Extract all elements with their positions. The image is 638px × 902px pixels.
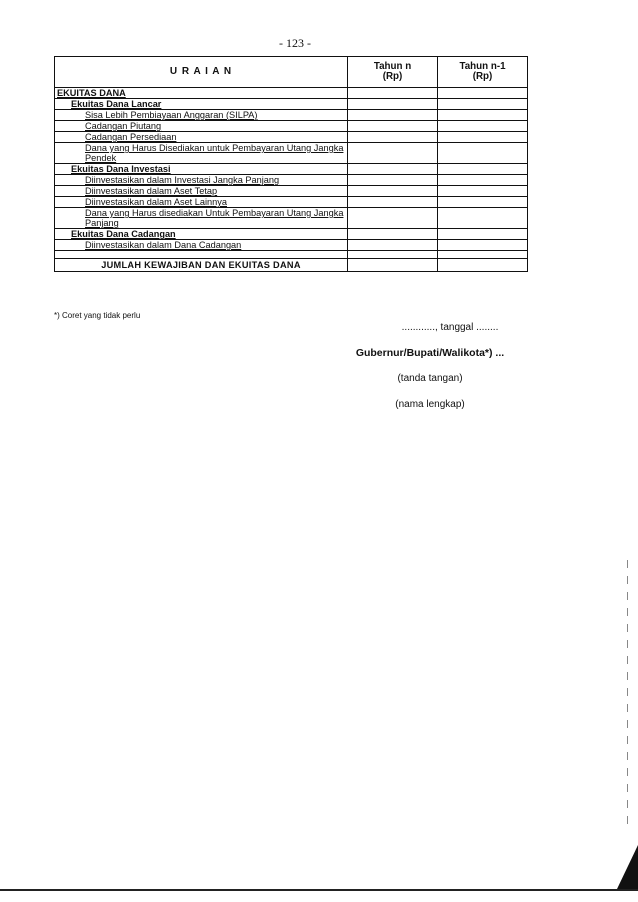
bottom-rule	[0, 889, 638, 891]
table-row	[55, 186, 528, 197]
table-row	[55, 143, 528, 164]
value-year-n	[348, 197, 438, 208]
spacer-cell	[55, 251, 348, 259]
value-year-n	[348, 121, 438, 132]
table-row	[55, 132, 528, 143]
row-label: Diinvestasikan dalam Aset Lainnya	[55, 197, 348, 208]
value-year-n	[348, 99, 438, 110]
total-year-n1	[438, 259, 528, 272]
value-year-n1	[438, 164, 528, 175]
table-body	[55, 88, 528, 272]
spacer-row	[55, 251, 528, 259]
value-year-n	[348, 164, 438, 175]
table-row	[55, 88, 528, 99]
value-year-n1	[438, 240, 528, 251]
row-label: Ekuitas Dana Cadangan	[55, 229, 348, 240]
header-uraian: U R A I A N	[55, 57, 348, 88]
table-row	[55, 240, 528, 251]
table-row	[55, 164, 528, 175]
total-label: JUMLAH KEWAJIBAN DAN EKUITAS DANA	[55, 259, 348, 272]
scan-corner-mark	[617, 845, 638, 889]
equity-report-table	[54, 56, 528, 272]
value-year-n1	[438, 143, 528, 164]
value-year-n	[348, 88, 438, 99]
table-row	[55, 99, 528, 110]
full-name-placeholder: (nama lengkap)	[395, 399, 465, 410]
header-year-n1-text: Tahun n-1 (Rp)	[459, 61, 506, 82]
row-label: Ekuitas Dana Investasi	[55, 164, 348, 175]
table-row	[55, 110, 528, 121]
table-row	[55, 229, 528, 240]
value-year-n1	[438, 186, 528, 197]
row-label: Dana yang Harus disediakan Untuk Pembayaran Utang Jangka Panjang	[55, 208, 348, 229]
header-year-n	[348, 57, 438, 88]
row-label: Sisa Lebih Pembiayaan Anggaran (SILPA)	[55, 110, 348, 121]
table-row	[55, 121, 528, 132]
row-label: Ekuitas Dana Lancar	[55, 99, 348, 110]
official-title: Gubernur/Bupati/Walikota*) ...	[355, 347, 505, 359]
signature-block	[320, 322, 540, 410]
value-year-n	[348, 175, 438, 186]
value-year-n	[348, 229, 438, 240]
row-label: Diinvestasikan dalam Aset Tetap	[55, 186, 348, 197]
value-year-n1	[438, 110, 528, 121]
value-year-n	[348, 132, 438, 143]
row-label: Dana yang Harus Disediakan untuk Pembayaran Utang Jangka Pendek	[55, 143, 348, 164]
table-row	[55, 208, 528, 229]
table-row	[55, 197, 528, 208]
value-year-n1	[438, 132, 528, 143]
value-year-n	[348, 110, 438, 121]
value-year-n1	[438, 175, 528, 186]
row-label: Cadangan Persediaan	[55, 132, 348, 143]
value-year-n1	[438, 88, 528, 99]
value-year-n	[348, 143, 438, 164]
value-year-n1	[438, 197, 528, 208]
row-label: Diinvestasikan dalam Dana Cadangan	[55, 240, 348, 251]
table-header-row	[55, 57, 528, 88]
value-year-n	[348, 186, 438, 197]
value-year-n1	[438, 208, 528, 229]
row-label: Cadangan Piutang	[55, 121, 348, 132]
value-year-n1	[438, 99, 528, 110]
value-year-n1	[438, 121, 528, 132]
spacer-cell	[438, 251, 528, 259]
value-year-n	[348, 208, 438, 229]
header-year-n1	[438, 57, 528, 88]
value-year-n1	[438, 229, 528, 240]
scan-edge-mark	[627, 560, 628, 830]
row-label: EKUITAS DANA	[55, 88, 348, 99]
total-year-n	[348, 259, 438, 272]
signature-placeholder: (tanda tangan)	[397, 373, 463, 384]
total-row	[55, 259, 528, 272]
spacer-cell	[348, 251, 438, 259]
table-row	[55, 175, 528, 186]
header-year-n-text: Tahun n (Rp)	[373, 61, 412, 82]
footnote: *) Coret yang tidak perlu	[54, 311, 141, 320]
value-year-n	[348, 240, 438, 251]
date-line: ............, tanggal ........	[401, 322, 499, 333]
page-number: - 123 -	[279, 36, 311, 50]
row-label: Diinvestasikan dalam Investasi Jangka Panjang	[55, 175, 348, 186]
